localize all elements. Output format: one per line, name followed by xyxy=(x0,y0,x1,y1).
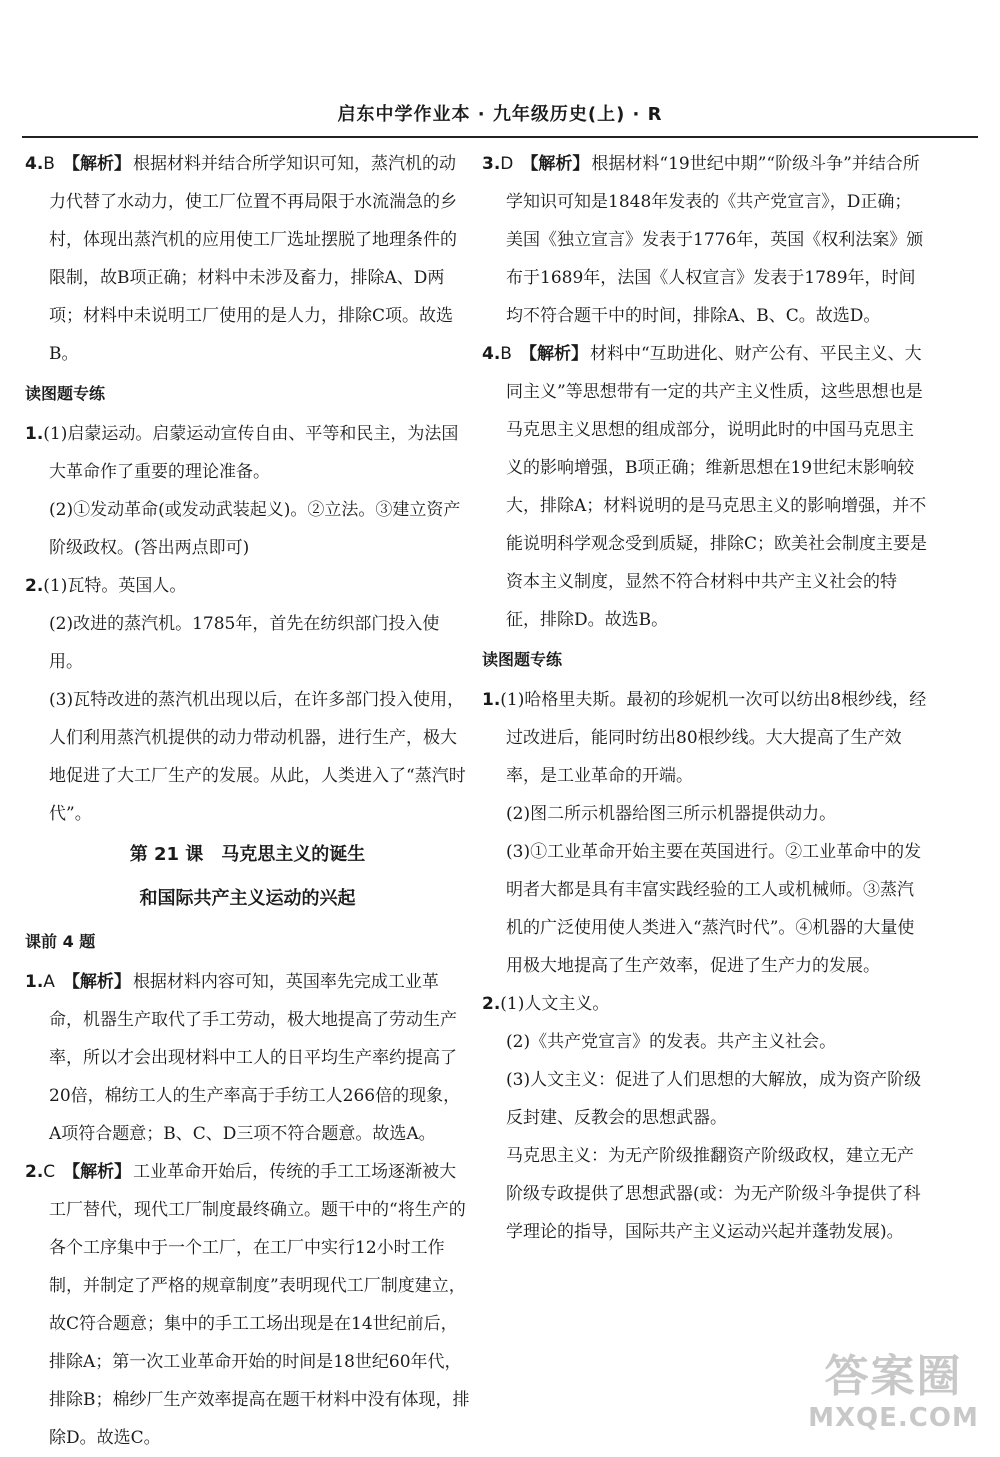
right-column xyxy=(482,145,927,1251)
reading-answer-1-part2: (2)图二所示机器给图三所示机器提供动力。 xyxy=(506,804,837,824)
reading-answer-2: 2.(1)人文主义。 xyxy=(482,994,610,1014)
reading-answer-2: 2.(1)瓦特。英国人。 xyxy=(25,576,187,596)
left-column xyxy=(25,145,470,1457)
reading-answer-1-part3: (3)①工业革命开始主要在英国进行。②工业革命中的发明者大都是具有丰富实践经验的工人或机械师。③蒸汽机的广泛使用使人类进入“蒸汽时代”。④机器的大量使用极大地提高了生产效率，促进了生产力的发展。 xyxy=(506,842,922,976)
pre-class-answer-4: 4.B 【解析】 材料中“互助进化、财产公有、平民主义、大同主义”等思想带有一定的共产主义性质，这些思想也是马克思主义思想的组成部分，说明此时的中国马克思主义的影响增强，B项正确；维新思想在19世纪末影响较大，排除A；材料说明的是马克思主义的影响增强，并不能说明科学观念受到质疑，排除C；欧美社会制度主要是资本主义制度，显然不符合材料中共产主义社会的特征，排除D。故选B。 xyxy=(482,344,928,630)
answer-4: 4.B 【解析】 根据材料并结合所学知识可知，蒸汽机的动力代替了水动力，使工厂位置不再局限于水流湍急的乡村，体现出蒸汽机的应用使工厂选址摆脱了地理条件的限制，故B项正确；材料中未涉及畜力，排除A、D两项；材料中未说明工厂使用的是人力，排除C项。故选B。 xyxy=(25,154,457,364)
page-header: 启东中学作业本 · 九年级历史(上) · R xyxy=(337,104,663,125)
reading-answer-2-part4: 马克思主义：为无产阶级推翻资产阶级政权，建立无产阶级专政提供了思想武器(或：为无产阶级斗争提供了科学理论的指导，国际共产主义运动兴起并蓬勃发展)。 xyxy=(506,1146,921,1242)
reading-answer-2-part2: (2)《共产党宣言》的发表。共产主义社会。 xyxy=(506,1032,837,1052)
reading-answer-2-part3: (3)瓦特改进的蒸汽机出现以后，在许多部门投入使用，人们利用蒸汽机提供的动力带动机器，进行生产，极大地促进了大工厂生产的发展。从此，人类进入了“蒸汽时代”。 xyxy=(49,690,466,824)
reading-answer-2-part2: (2)改进的蒸汽机。1785年，首先在纺织部门投入使用。 xyxy=(49,614,440,672)
section-heading: 读图题专练 xyxy=(482,650,563,669)
watermark-logo-text: 答案圈 xyxy=(824,1351,963,1402)
watermark-url: MXQE.COM xyxy=(808,1403,979,1433)
reading-answer-1: 1.(1)启蒙运动。启蒙运动宣传自由、平等和民主，为法国大革命作了重要的理论准备。 xyxy=(25,424,459,482)
section-heading: 读图题专练 xyxy=(25,384,106,403)
pre-class-answer-3: 3.D 【解析】 根据材料“19世纪中期”“阶级斗争”并结合所学知识可知是1848年发表的《共产党宣言》，D正确；美国《独立宣言》发表于1776年，英国《权利法案》颁布于1689年，法国《人权宣言》发表于1789年，时间均不符合题干中的时间，排除A、B、C。故选D。 xyxy=(482,154,924,326)
section-heading: 课前 4 题 xyxy=(25,932,96,951)
lesson-title-line2: 和国际共产主义运动的兴起 xyxy=(139,888,356,909)
reading-answer-1-part2: (2)①发动革命(或发动武装起义)。②立法。③建立资产阶级政权。(答出两点即可) xyxy=(49,500,461,558)
watermark-logo xyxy=(801,1351,986,1443)
header-rule xyxy=(22,136,978,138)
pre-class-answer-2: 2.C 【解析】 工业革命开始后，传统的手工工场逐渐被大工厂替代，现代工厂制度最终确立。题干中的“将生产的各个工序集中于一个工厂，在工厂中实行12小时工作制，并制定了严格的规章制度”表明现代工厂制度建立，故C符合题意；集中的手工工场出现是在14世纪前后，排除A；第一次工业革命开始的时间是18世纪60年代，排除B；棉纱厂生产效率提高在题干材料中没有体现，排除D。故选C。 xyxy=(25,1162,470,1448)
lesson-title-line1: 第 21 课 马克思主义的诞生 xyxy=(129,844,366,865)
reading-answer-2-part3: (3)人文主义：促进了人们思想的大解放，成为资产阶级反封建、反教会的思想武器。 xyxy=(506,1070,922,1128)
pre-class-answer-1: 1.A 【解析】 根据材料内容可知，英国率先完成工业革命，机器生产取代了手工劳动，极大地提高了劳动生产率，所以才会出现材料中工人的日平均生产率约提高了20倍，棉纺工人的生产率高于手纺工人266倍的现象，A项符合题意；B、C、D三项不符合题意。故选A。 xyxy=(25,972,461,1144)
reading-answer-1: 1.(1)哈格里夫斯。最初的珍妮机一次可以纺出8根纱线，经过改进后，能同时纺出80根纱线。大大提高了生产效率，是工业革命的开端。 xyxy=(482,690,927,786)
